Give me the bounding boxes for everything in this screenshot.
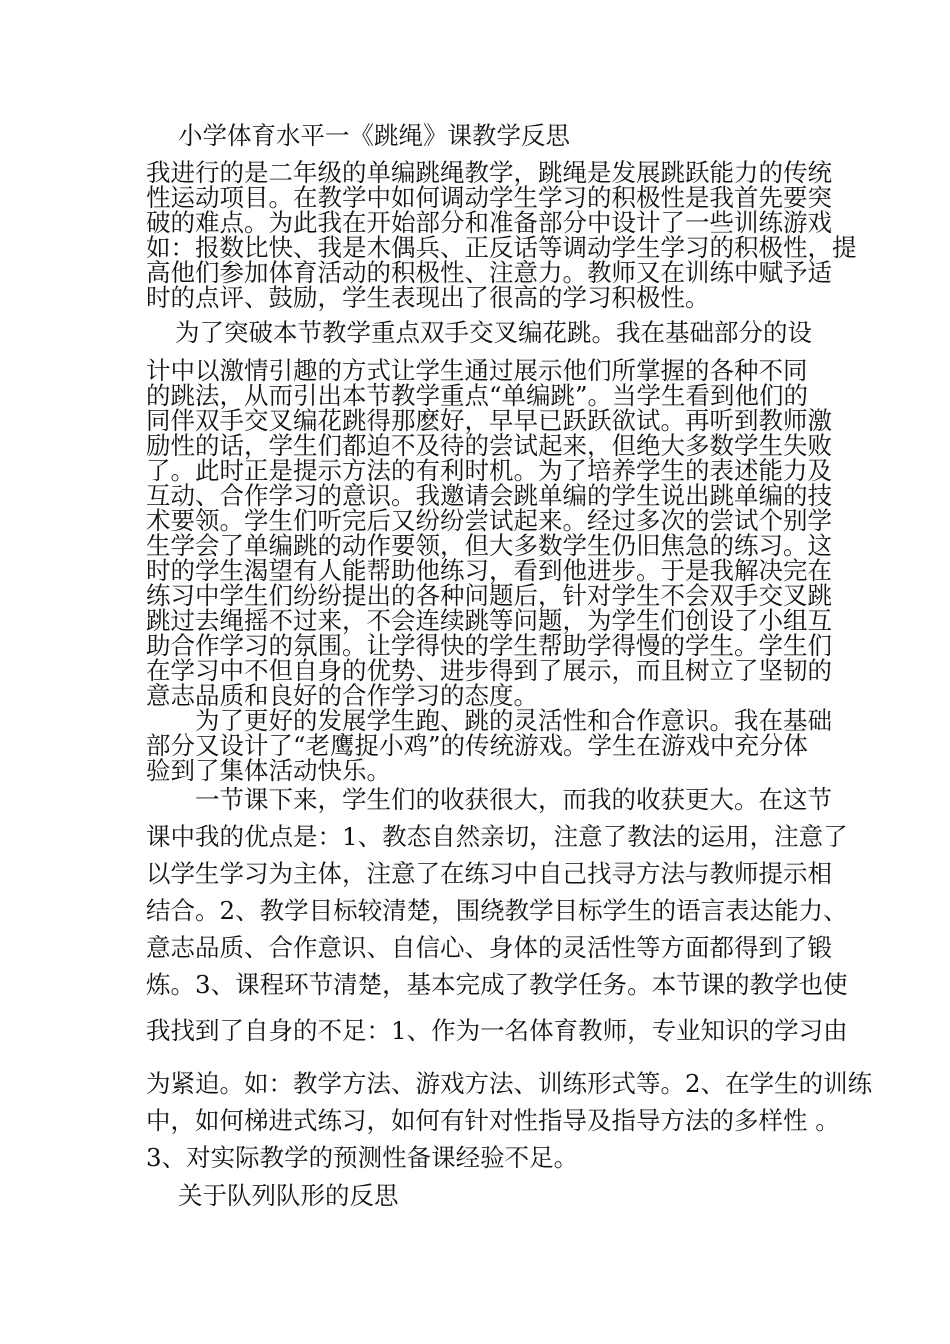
- paragraph-line: 结合。2、教学目标较清楚，围绕教学目标学生的语言表达能力、: [146, 896, 848, 925]
- paragraph-line: 计中以激情引趣的方式让学生通过展示他们所掌握的各种不同: [146, 356, 808, 385]
- paragraph-line: 励性的话，学生们都迫不及待的尝试起来，但绝大多数学生失败: [146, 431, 832, 460]
- paragraph-line: 我找到了自身的不足：1、作为一名体育教师，专业知识的学习由: [146, 1016, 848, 1045]
- paragraph-line: 中，如何梯进式练习，如何有针对性指导及指导方法的多样性 。: [146, 1106, 840, 1135]
- paragraph-line: 了。此时正是提示方法的有利时机。为了培养学生的表述能力及: [146, 456, 832, 485]
- paragraph-line: 炼。3、课程环节清楚，基本完成了教学任务。本节课的教学也使: [146, 970, 848, 999]
- paragraph-line: 助合作学习的氛围。让学得快的学生帮助学得慢的学生。学生们: [146, 631, 832, 660]
- paragraph-line: 练习中学生们纷纷提出的各种问题后，针对学生不会双手交叉跳: [146, 581, 832, 610]
- paragraph-line: 一节课下来，学生们的收获很大，而我的收获更大。在这节: [195, 785, 832, 814]
- paragraph-line: 跳过去绳摇不过来，不会连续跳等问题，为学生们创设了小组互: [146, 606, 832, 635]
- paragraph-line: 术要领。学生们听完后又纷纷尝试起来。经过多次的尝试个别学: [146, 506, 832, 535]
- section-heading: 关于队列队形的反思: [178, 1181, 399, 1210]
- paragraph-line: 部分又设计了“老鹰捉小鸡”的传统游戏。学生在游戏中充分体: [146, 731, 809, 760]
- paragraph-line: 的跳法，从而引出本节教学重点“单编跳”。当学生看到他们的: [146, 381, 809, 410]
- paragraph-line: 性运动项目。在教学中如何调动学生学习的积极性是我首先要突: [146, 183, 832, 212]
- paragraph-line: 课中我的优点是：1、教态自然亲切，注意了教法的运用，注意了: [146, 822, 848, 851]
- paragraph-line: 时的点评、鼓励，学生表现出了很高的学习积极性。: [146, 283, 710, 312]
- paragraph-line: 以学生学习为主体，注意了在练习中自己找寻方法与教师提示相: [146, 859, 832, 888]
- paragraph-line: 如：报数比快、我是木偶兵、正反话等调动学生学习的积极性，提: [146, 233, 857, 262]
- paragraph-line: 时的学生渴望有人能帮助他练习，看到他进步。于是我解决完在: [146, 556, 832, 585]
- document-title: 小学体育水平一《跳绳》课教学反思: [178, 121, 570, 150]
- paragraph-line: 意志品质和良好的合作学习的态度。: [146, 681, 538, 710]
- paragraph-line: 意志品质、合作意识、自信心、身体的灵活性等方面都得到了锻: [146, 933, 832, 962]
- paragraph-line: 我进行的是二年级的单编跳绳教学，跳绳是发展跳跃能力的传统: [146, 158, 832, 187]
- paragraph-line: 同伴双手交叉编花跳得那麽好，早早已跃跃欲试。再听到教师激: [146, 406, 832, 435]
- paragraph-line: 验到了集体活动快乐。: [146, 756, 391, 785]
- paragraph-line: 破的难点。为此我在开始部分和准备部分中设计了一些训练游戏: [146, 208, 832, 237]
- paragraph-line: 互动、合作学习的意识。我邀请会跳单编的学生说出跳单编的技: [146, 481, 832, 510]
- paragraph-line: 在学习中不但自身的优势、进步得到了展示，而且树立了坚韧的: [146, 656, 832, 685]
- paragraph-line: 为了突破本节教学重点双手交叉编花跳。我在基础部分的设: [175, 318, 812, 347]
- paragraph-line: 生学会了单编跳的动作要领，但大多数学生仍旧焦急的练习。这: [146, 531, 832, 560]
- paragraph-line: 3、对实际教学的预测性备课经验不足。: [146, 1143, 579, 1172]
- paragraph-line: 为了更好的发展学生跑、跳的灵活性和合作意识。我在基础: [195, 706, 832, 735]
- paragraph-line: 高他们参加体育活动的积极性、注意力。教师又在训练中赋予适: [146, 258, 832, 287]
- paragraph-line: 为紧迫。如：教学方法、游戏方法、训练形式等。2、在学生的训练: [146, 1069, 873, 1098]
